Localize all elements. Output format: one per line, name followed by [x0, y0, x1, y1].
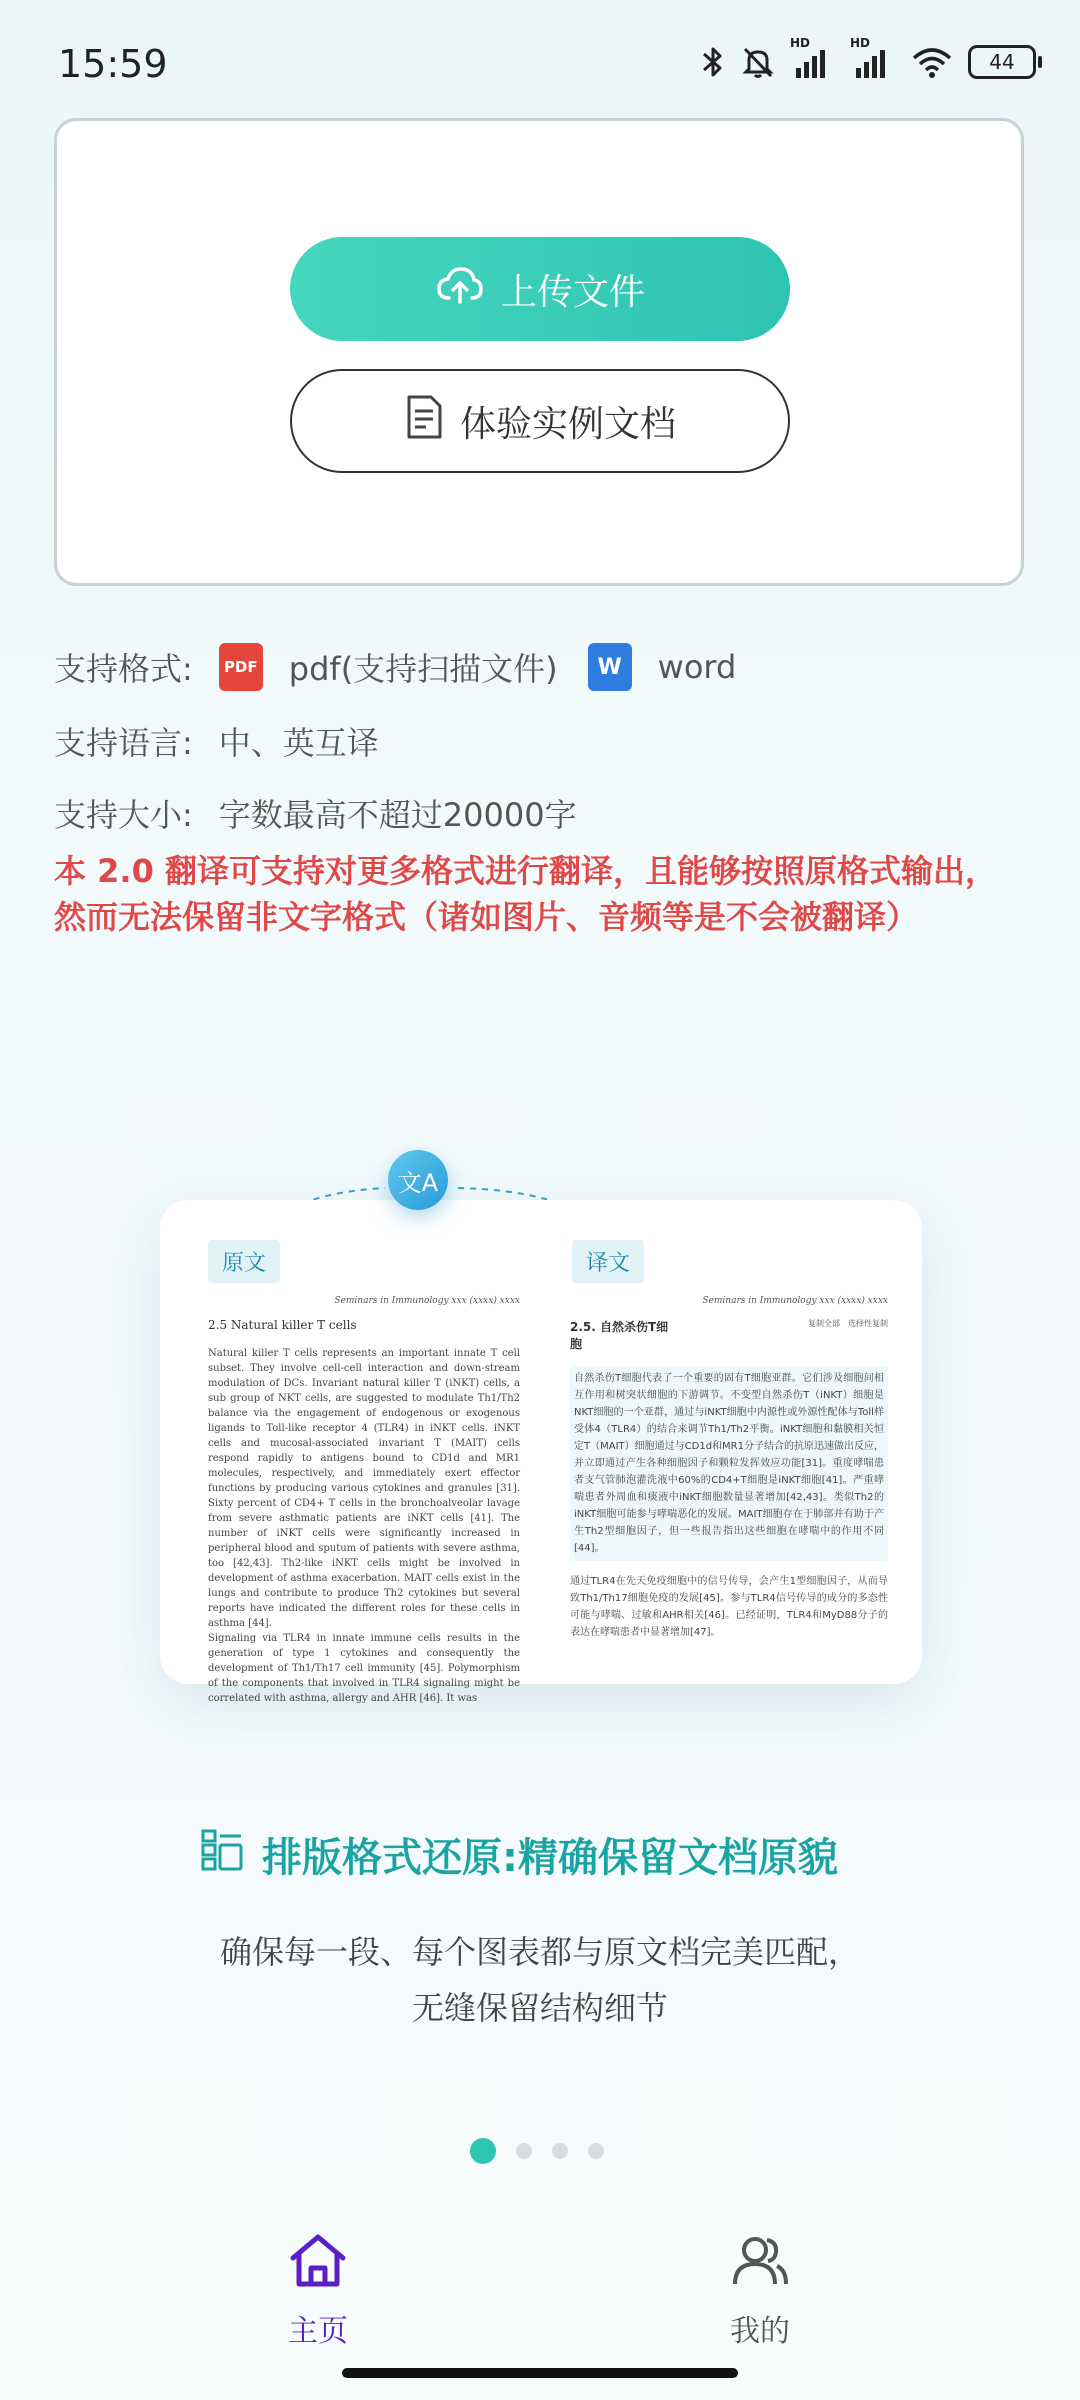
upload-card	[54, 118, 1024, 586]
signal-icon	[790, 36, 836, 80]
select-copy-button[interactable]: 选择性复制	[848, 1319, 888, 1328]
feature-desc-line2: 无缝保留结构细节	[411, 1989, 668, 2027]
pdf-format-text: pdf(支持扫描文件)	[288, 650, 558, 688]
languages-value: 中、英互译	[218, 724, 379, 762]
target-document	[570, 1296, 888, 1658]
formats-label: 支持格式:	[54, 650, 193, 688]
source-heading: 2.5 Natural killer T cells	[208, 1318, 357, 1332]
home-icon	[287, 2232, 349, 2298]
nav-mine[interactable]	[660, 2232, 860, 2350]
upload-file-button[interactable]	[290, 237, 790, 341]
network-badge: HD	[790, 36, 811, 50]
feature-desc-line1: 确保每一段、每个图表都与原文档完美匹配，	[219, 1933, 860, 1971]
word-format-text: word	[657, 648, 737, 686]
sample-document-label: 体验实例文档	[459, 403, 676, 445]
page-dot-3[interactable]	[552, 2143, 568, 2159]
battery-icon: 44	[968, 45, 1036, 79]
translation-preview-card	[160, 1200, 922, 1704]
source-body: Natural killer T cells represents an important innate T cell subset. They involve cell-cell interaction and down-stream modulation of DCs. Invariant natural killer T (iNKT) cells, a sub group of NKT cells, are suggested to modulate Th1/Th2 balance via the engagement of endogenous or exogenous ligands to Toll-like receptor 4 (TLR4) in iNKT cells. iNKT cells and mucosal-associated invariant T (MAIT) cells respond rapidly to antigens bound to CD1d and MR1 molecules, respectively, and immediately exert effector functions by producing various cytokines and granules [31]. Sixty percent of CD4+ T cells in the bronchoalveolar lavage from severe asthmatic patients are iNKT cells [41]. The number of iNKT cells were significantly increased in peripheral blood and sputum of patients with severe asthma, too [42,43]. Th2-like iNKT cells might be involved in development of asthma exacerbation. MAIT cells exist in the lungs and contribute to produce Th2 cytokines but several reports have indicated the different roles for these cells in asthma [44]. Signaling via TLR4 in innate immune cells results in the generation of type 1 cytokines and consequently the development of Th1/Th17 cell immunity [45]. Polymorphism of the components that involved in TLR4 signaling might be correlated with asthma, allergy and AHR [46]. It was	[208, 1348, 520, 1704]
size-value: 字数最高不超过20000字	[218, 796, 577, 834]
feature-title	[200, 1826, 838, 1883]
notice-text: 本 2.0 翻译可支持对更多格式进行翻译，且能够按照原格式输出，然而无法保留非文字格式（诸如图片、音频等是不会被翻译）	[54, 852, 997, 936]
size-label: 支持大小:	[54, 796, 193, 834]
nav-mine-label: 我的	[730, 2314, 790, 2349]
signal-icon-2	[850, 36, 896, 80]
upload-file-label: 上传文件	[500, 271, 645, 313]
feature-description	[0, 1924, 1080, 2036]
source-tag: 原文	[208, 1240, 280, 1283]
cloud-upload-icon	[435, 264, 485, 315]
user-icon	[729, 2232, 791, 2298]
wifi-icon	[910, 44, 954, 80]
network-badge-2: HD	[850, 36, 871, 50]
source-header: Seminars in Immunology xxx (xxxx) xxxx	[334, 1296, 520, 1306]
home-indicator[interactable]	[342, 2368, 738, 2378]
layout-icon	[200, 1828, 244, 1882]
nav-home-label: 主页	[288, 2314, 348, 2349]
target-body-1: 自然杀伤T细胞代表了一个重要的固有T细胞亚群。它们涉及细胞间相互作用和树突状细胞的下游调节。不变型自然杀伤T（iNKT）细胞是NKT细胞的一个亚群，通过与iNKT细胞中内源性或外源性配体与Toll样受体4（TLR4）的结合来调节Th1/Th2平衡。iNKT细胞和黏膜相关恒定T（MAIT）细胞通过与CD1d和MR1分子结合的抗原迅速做出反应，并立即通过产生各种细胞因子和颗粒发挥效应功能[31]。重度哮喘患者支气管肺泡灌洗液中60%的CD4+T细胞是iNKT细胞[41]。严重哮喘患者外周血和痰液中iNKT细胞数量显著增加[42,43]。类似Th2的iNKT细胞可能参与哮喘恶化的发展。MAIT细胞存在于肺部并有助于产生Th2型细胞因子，但一些报告指出这些细胞在哮喘中的作用不同[44]。	[570, 1366, 888, 1561]
nav-home[interactable]	[218, 2232, 418, 2350]
target-header: Seminars in Immunology xxx (xxxx) xxxx	[702, 1296, 888, 1306]
page-dot-4[interactable]	[588, 2143, 604, 2159]
size-row	[54, 790, 577, 836]
copy-buttons	[808, 1318, 888, 1329]
status-time: 15:59	[58, 42, 168, 86]
carousel-pagination	[470, 2138, 604, 2164]
sample-document-button[interactable]	[290, 369, 790, 473]
page-dot-1[interactable]	[470, 2138, 496, 2164]
target-tag: 译文	[572, 1240, 644, 1283]
bluetooth-icon	[700, 44, 726, 80]
formats-row	[54, 643, 736, 691]
source-document	[208, 1296, 520, 1704]
word-icon: W	[588, 643, 632, 691]
status-bar	[0, 0, 1080, 130]
copy-all-button[interactable]: 复制全部	[808, 1319, 840, 1328]
target-body-2: 通过TLR4在先天免疫细胞中的信号传导，会产生1型细胞因子，从而导致Th1/Th17细胞免疫的发展[45]。参与TLR4信号传导的成分的多态性可能与哮喘、过敏和AHR相关[46]。已经证明，TLR4和MyD88分子的表达在哮喘患者中显著增加[47]。	[570, 1576, 888, 1638]
translate-icon: 文A	[388, 1150, 448, 1210]
mute-icon	[740, 44, 776, 80]
pdf-icon: PDF	[219, 643, 263, 691]
status-icons	[700, 36, 1036, 80]
page-dot-2[interactable]	[516, 2143, 532, 2159]
feature-title-text: 排版格式还原:精确保留文档原貌	[262, 1835, 838, 1881]
languages-row	[54, 718, 379, 764]
document-icon	[404, 393, 444, 450]
target-heading: 2.5. 自然杀伤T细胞	[570, 1320, 669, 1351]
languages-label: 支持语言:	[54, 724, 193, 762]
